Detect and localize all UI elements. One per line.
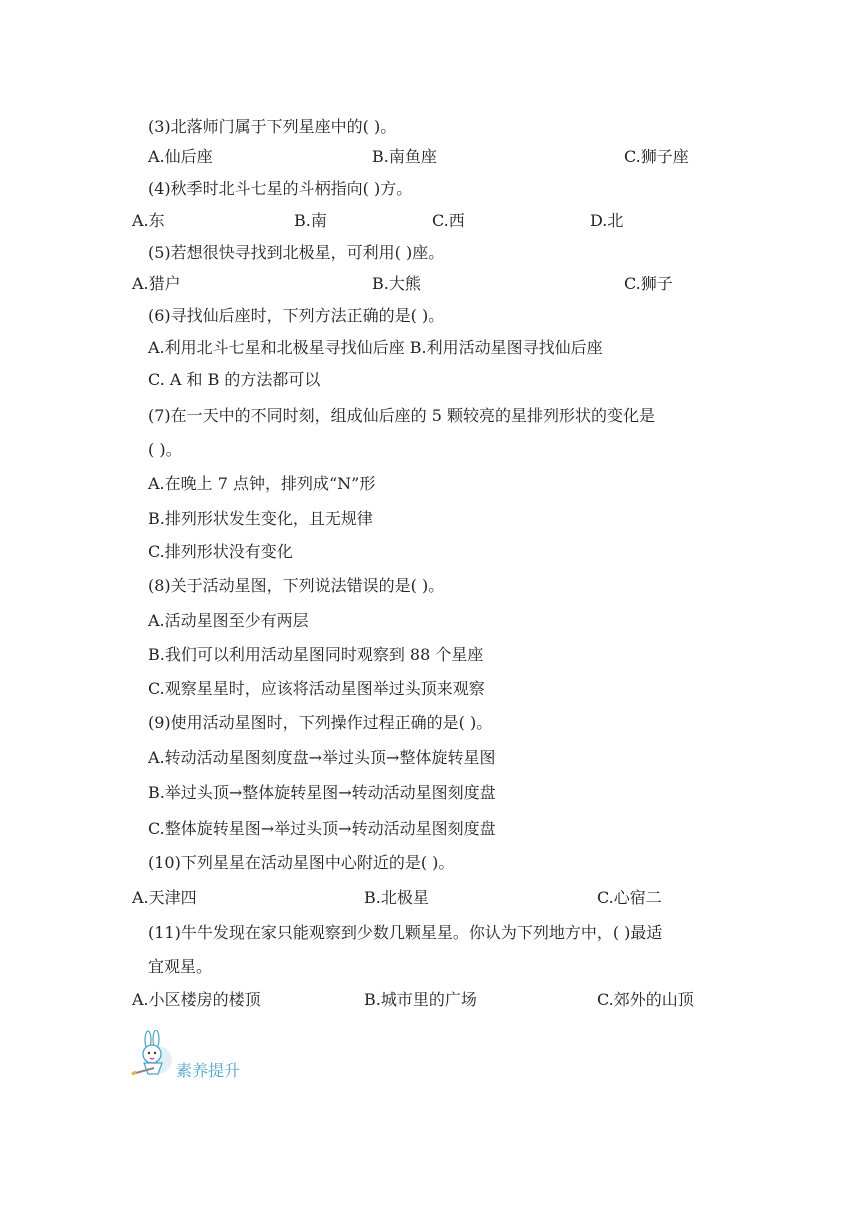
question-4-option-b: B.南 xyxy=(294,211,327,230)
question-4-option-c: C.西 xyxy=(432,211,465,230)
question-5-option-b: B.大熊 xyxy=(372,274,421,293)
question-8-option-a: A.活动星图至少有两层 xyxy=(148,611,309,630)
question-10-option-b: B.北极星 xyxy=(364,888,429,907)
question-11-option-a: A.小区楼房的楼顶 xyxy=(132,990,261,1009)
question-4-stem: (4)秋季时北斗七星的斗柄指向( )方。 xyxy=(148,179,413,198)
question-7-option-a: A.在晚上 7 点钟，排列成“N”形 xyxy=(148,474,376,493)
question-9-stem: (9)使用活动星图时，下列操作过程正确的是( )。 xyxy=(148,713,493,732)
question-8-option-c: C.观察星星时，应该将活动星图举过头顶来观察 xyxy=(148,679,485,698)
question-6-option-ab: A.利用北斗七星和北极星寻找仙后座 B.利用活动星图寻找仙后座 xyxy=(148,338,603,357)
question-10-option-c: C.心宿二 xyxy=(597,888,662,907)
question-7-option-b: B.排列形状发生变化，且无规律 xyxy=(148,509,373,528)
question-9-option-c: C.整体旋转星图→举过头顶→转动活动星图刻度盘 xyxy=(148,819,496,838)
question-9-option-b: B.举过头顶→整体旋转星图→转动活动星图刻度盘 xyxy=(148,783,496,802)
question-6-stem: (6)寻找仙后座时，下列方法正确的是( )。 xyxy=(148,306,445,325)
question-7-stem-line2: ( )。 xyxy=(148,440,182,459)
question-5-option-c: C.狮子 xyxy=(624,274,673,293)
section-label: 素养提升 xyxy=(176,1061,241,1080)
question-3-option-a: A.仙后座 xyxy=(148,147,213,166)
question-11-stem-line1: (11)牛牛发现在家只能观察到少数几颗星星。你认为下列地方中，( )最适 xyxy=(148,923,663,942)
question-4-option-a: A.东 xyxy=(132,211,165,230)
question-5-option-a: A.猎户 xyxy=(132,274,181,293)
question-4-option-d: D.北 xyxy=(590,211,624,230)
question-6-option-c: C. A 和 B 的方法都可以 xyxy=(148,370,321,389)
question-7-option-c: C.排列形状没有变化 xyxy=(148,542,293,561)
question-11-option-b: B.城市里的广场 xyxy=(364,990,477,1009)
question-3-option-b: B.南鱼座 xyxy=(372,147,437,166)
question-8-stem: (8)关于活动星图，下列说法错误的是( )。 xyxy=(148,576,445,595)
question-9-option-a: A.转动活动星图刻度盘→举过头顶→整体旋转星图 xyxy=(148,748,496,767)
question-5-stem: (5)若想很快寻找到北极星，可利用( )座。 xyxy=(148,243,445,262)
question-7-stem-line1: (7)在一天中的不同时刻，组成仙后座的 5 颗较亮的星排列形状的变化是 xyxy=(148,406,656,425)
question-3-stem: (3)北落师门属于下列星座中的( )。 xyxy=(148,117,397,136)
question-10-option-a: A.天津四 xyxy=(132,888,197,907)
question-10-stem: (10)下列星星在活动星图中心附近的是( )。 xyxy=(148,853,455,872)
question-8-option-b: B.我们可以利用活动星图同时观察到 88 个星座 xyxy=(148,645,484,664)
question-11-stem-line2: 宜观星。 xyxy=(148,957,213,976)
question-3-option-c: C.狮子座 xyxy=(624,147,689,166)
rabbit-mascot-icon xyxy=(128,1030,178,1080)
question-11-option-c: C.郊外的山顶 xyxy=(597,990,694,1009)
